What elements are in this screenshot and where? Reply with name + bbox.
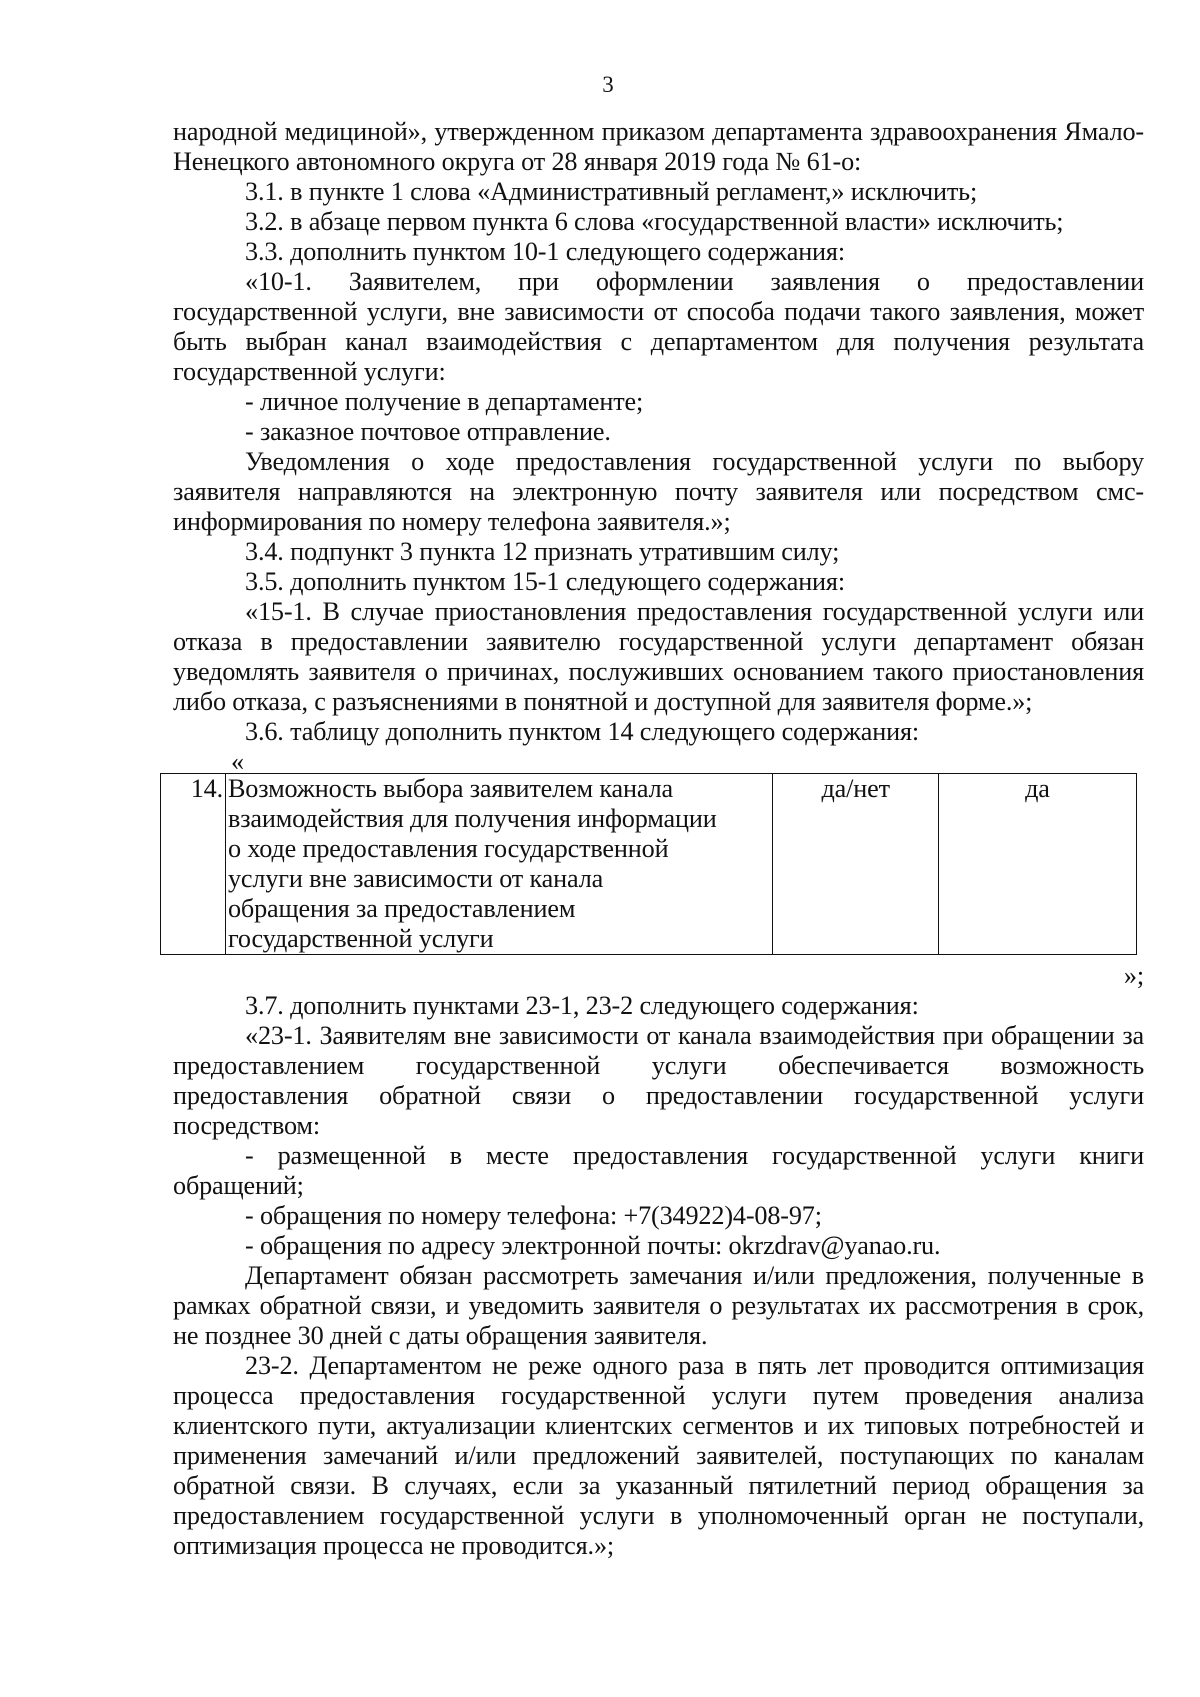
item-3-4: 3.4. подпункт 3 пункта 12 признать утратившим силу; bbox=[245, 537, 840, 566]
document-body bbox=[173, 117, 1144, 1561]
paragraph-23-1: «23-1. Заявителям вне зависимости от канала взаимодействия при обращении за предоставлением государственной услуги обеспечивается возможность предоставления обратной связи о предоставлении государственной услуги посредством: bbox=[173, 1021, 1144, 1140]
item-3-7: 3.7. дополнить пунктами 23-1, 23-2 следующего содержания: bbox=[245, 991, 919, 1020]
description-line: услуги вне зависимости от канала bbox=[227, 864, 604, 893]
item-3-2: 3.2. в абзаце первом пункта 6 слова «государственной власти» исключить; bbox=[245, 207, 1064, 236]
feedback-email: - обращения по адресу электронной почты: okrzdrav@yanao.ru. bbox=[245, 1231, 941, 1260]
item-3-5: 3.5. дополнить пунктом 15-1 следующего содержания: bbox=[245, 567, 845, 596]
table-row-value: да bbox=[938, 774, 1136, 955]
amendment-table bbox=[160, 773, 1137, 955]
paragraph-23-2: 23-2. Департаментом не реже одного раза в пять лет проводится оптимизация процесса предоставления государственной услуги путем проведения анализа клиентского пути, актуализации клиентских сегментов и их типовых потребностей и применения замечаний и/или предложений заявителей, поступающих по каналам обратной связи. В случаях, если за указанный пятилетний период обращения за предоставлением государственной услуги в уполномоченный орган не поступали, оптимизация процесса не проводится.»; bbox=[173, 1351, 1144, 1560]
option-mail: - заказное почтовое отправление. bbox=[245, 417, 611, 446]
item-3-1: 3.1. в пункте 1 слова «Административный регламент,» исключить; bbox=[245, 177, 978, 206]
paragraph-notifications: Уведомления о ходе предоставления государственной услуги по выбору заявителя направляются на электронную почту заявителя или посредством смс-информирования по номеру телефона заявителя.»; bbox=[173, 447, 1144, 536]
description-line: Возможность выбора заявителем канала bbox=[227, 774, 673, 803]
table-row-number: 14. bbox=[161, 774, 226, 955]
feedback-phone: - обращения по номеру телефона: +7(34922)4-08-97; bbox=[245, 1201, 822, 1230]
item-3-3: 3.3. дополнить пунктом 10-1 следующего содержания: bbox=[245, 237, 845, 266]
paragraph-department-duty: Департамент обязан рассмотреть замечания и/или предложения, полученные в рамках обратной связи, и уведомить заявителя о результатах их рассмотрения в срок, не позднее 30 дней с даты обращения заявителя. bbox=[173, 1261, 1144, 1350]
description-line: взаимодействия для получения информации bbox=[227, 804, 717, 833]
description-line: о ходе предоставления государственной bbox=[227, 834, 669, 863]
description-line: обращения за предоставлением bbox=[227, 894, 576, 923]
table-close-quote: »; bbox=[1123, 961, 1144, 990]
feedback-book: - размещенной в месте предоставления государственной услуги книги обращений; bbox=[173, 1141, 1144, 1200]
table-open-quote: « bbox=[231, 747, 244, 776]
page-number: 3 bbox=[602, 72, 614, 97]
table-row bbox=[161, 774, 1137, 955]
item-3-6: 3.6. таблицу дополнить пунктом 14 следующего содержания: bbox=[245, 717, 920, 746]
paragraph-15-1: «15-1. В случае приостановления предоставления государственной услуги или отказа в предоставлении заявителю государственной услуги департамент обязан уведомлять заявителя о причинах, послуживших основанием такого приостановления либо отказа, с разъяснениями в понятной и доступной для заявителя форме.»; bbox=[173, 597, 1144, 716]
paragraph-intro: народной медициной», утвержденном приказом департамента здравоохранения Ямало-Ненецкого автономного округа от 28 января 2019 года № 61-о: bbox=[173, 117, 1144, 176]
table-row-description bbox=[225, 774, 772, 955]
option-personal: - личное получение в департаменте; bbox=[245, 387, 644, 416]
description-line: государственной услуги bbox=[227, 924, 494, 953]
paragraph-10-1: «10-1. Заявителем, при оформлении заявления о предоставлении государственной услуги, вне зависимости от способа подачи такого заявления, может быть выбран канал взаимодействия с департаментом для получения результата государственной услуги: bbox=[173, 267, 1144, 386]
table-row-unit: да/нет bbox=[773, 774, 939, 955]
